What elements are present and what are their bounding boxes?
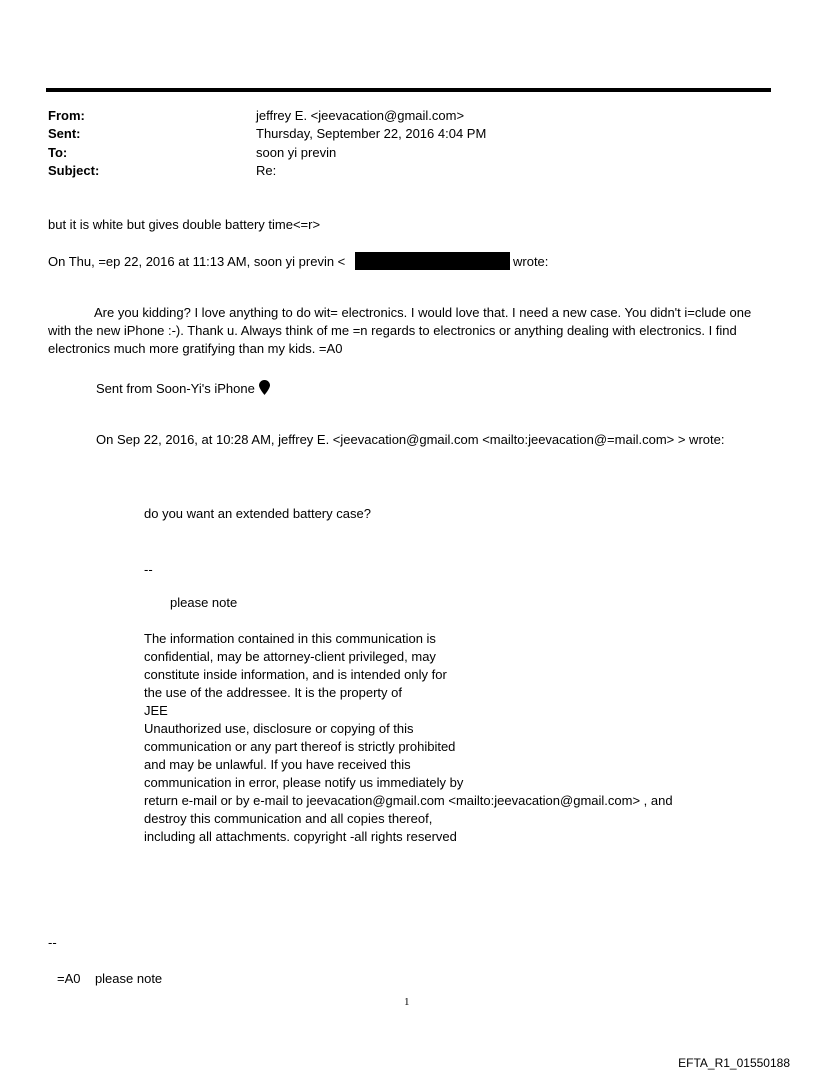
disclaimer-block [144,630,673,846]
quoted-reply-text: Are you kidding? I love anything to do wit= electronics. I would love that. I need a new case. You didn't i=clude one with the new iPhone :-). Thank u. Always think of me =n regards to electronics or anything dealing with electronics. I find electronics much more gratifying than my kids. =A0 [48,305,752,356]
question-line: do you want an extended battery case? [144,506,371,521]
bottom-please-note: =A0 please note [57,971,163,986]
quote-intro-suffix: wrote: [513,254,549,269]
disclaimer-line: destroy this communication and all copies thereof, [144,811,433,826]
from-label: From: [48,108,85,123]
nested-quote-intro: On Sep 22, 2016, at 10:28 AM, jeffrey E. <jeevacation@gmail.com <mailto:jeevacation@=mail.com> > wrote: [96,432,725,447]
to-label: To: [48,145,68,160]
sent-label: Sent: [48,126,81,141]
sent-value: Thursday, September 22, 2016 4:04 PM [256,126,487,141]
disclaimer-line: constitute inside information, and is intended only for [144,667,447,682]
disclaimer-line: return e-mail or by e-mail to jeevacation@gmail.com <mailto:jeevacation@gmail.com> , and [144,793,673,808]
quoted-reply-paragraph [48,304,773,358]
bottom-dashes: -- [48,935,57,950]
disclaimer-line: communication or any part thereof is strictly prohibited [144,739,456,754]
disclaimer-line: Unauthorized use, disclosure or copying of this [144,721,414,736]
header-rule [46,88,771,92]
disclaimer-line: and may be unlawful. If you have received this [144,757,411,772]
to-value: soon yi previn [256,145,337,160]
disclaimer-line: including all attachments. copyright -all rights reserved [144,829,457,844]
disclaimer-line: the use of the addressee. It is the property of [144,685,402,700]
from-value: jeffrey E. <jeevacation@gmail.com> [256,108,465,123]
document-id: EFTA_R1_01550188 [678,1056,790,1070]
signature-dashes: -- [144,562,153,577]
quote-intro-prefix: On Thu, =ep 22, 2016 at 11:13 AM, soon yi previn < [48,254,346,269]
subject-value: Re: [256,163,277,178]
map-pin-icon [259,380,270,398]
subject-label: Subject: [48,163,100,178]
page-number: 1 [404,996,410,1008]
disclaimer-line: communication in error, please notify us immediately by [144,775,464,790]
disclaimer-line: JEE [144,703,168,718]
please-note-heading: please note [170,595,238,610]
disclaimer-line: confidential, may be attorney-client privileged, may [144,649,436,664]
disclaimer-line: The information contained in this communication is [144,631,436,646]
redaction-box [355,252,510,270]
iphone-signature [96,380,270,398]
reply-line: but it is white but gives double battery time<=r> [48,217,321,232]
signature-text: Sent from Soon-Yi's iPhone [96,381,255,396]
